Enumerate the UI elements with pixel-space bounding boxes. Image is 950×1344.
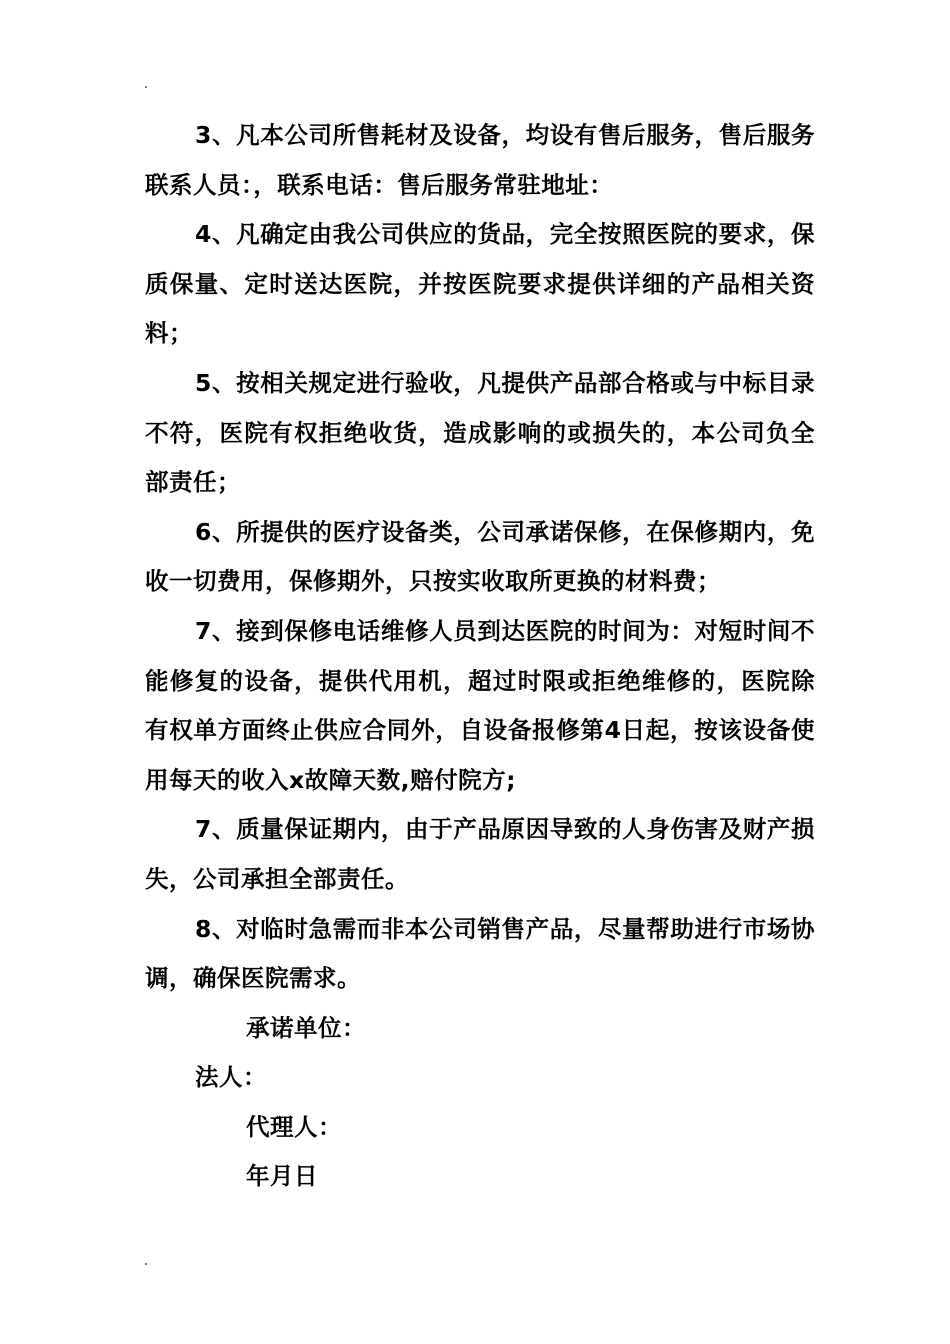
signature-unit: 承诺单位： [246, 1013, 366, 1042]
clause-7b: 7、质量保证期内，由于产品原因导致的人身伤害及财产损失，公司承担全部责任。 [145, 815, 815, 893]
clause-4: 4、凡确定由我公司供应的货品，完全按照医院的要求，保质保量、定时送达医院，并按医院要求提供详细的产品相关资料； [145, 220, 815, 348]
signature-date: 年月日 [246, 1162, 318, 1191]
page-marker-bottom [145, 1263, 147, 1265]
clause-7a: 7、接到保修电话维修人员到达医院的时间为：对短时间不能修复的设备，提供代用机，超过时限或拒绝维修的，医院除有权单方面终止供应合同外，自设备报修第4日起，按该设备使用每天的收入x故障天数,赔付院方; [145, 616, 815, 794]
signature-agent: 代理人： [246, 1112, 342, 1141]
clause-5: 5、按相关规定进行验收，凡提供产品部合格或与中标目录不符，医院有权拒绝收货，造成影响的或损失的，本公司负全部责任； [145, 368, 815, 497]
signature-legal-person: 法人： [195, 1063, 267, 1092]
page-marker-top [145, 86, 147, 88]
document-body [145, 111, 815, 1202]
clause-3: 3、凡本公司所售耗材及设备，均设有售后服务，售后服务联系人员：，联系电话：售后服务常驻地址： [145, 121, 815, 199]
clause-6: 6、所提供的医疗设备类，公司承诺保修，在保修期内，免收一切费用，保修期外，只按实收取所更换的材料费； [145, 517, 815, 596]
clause-8: 8、对临时急需而非本公司销售产品，尽量帮助进行市场协调，确保医院需求。 [145, 914, 815, 993]
